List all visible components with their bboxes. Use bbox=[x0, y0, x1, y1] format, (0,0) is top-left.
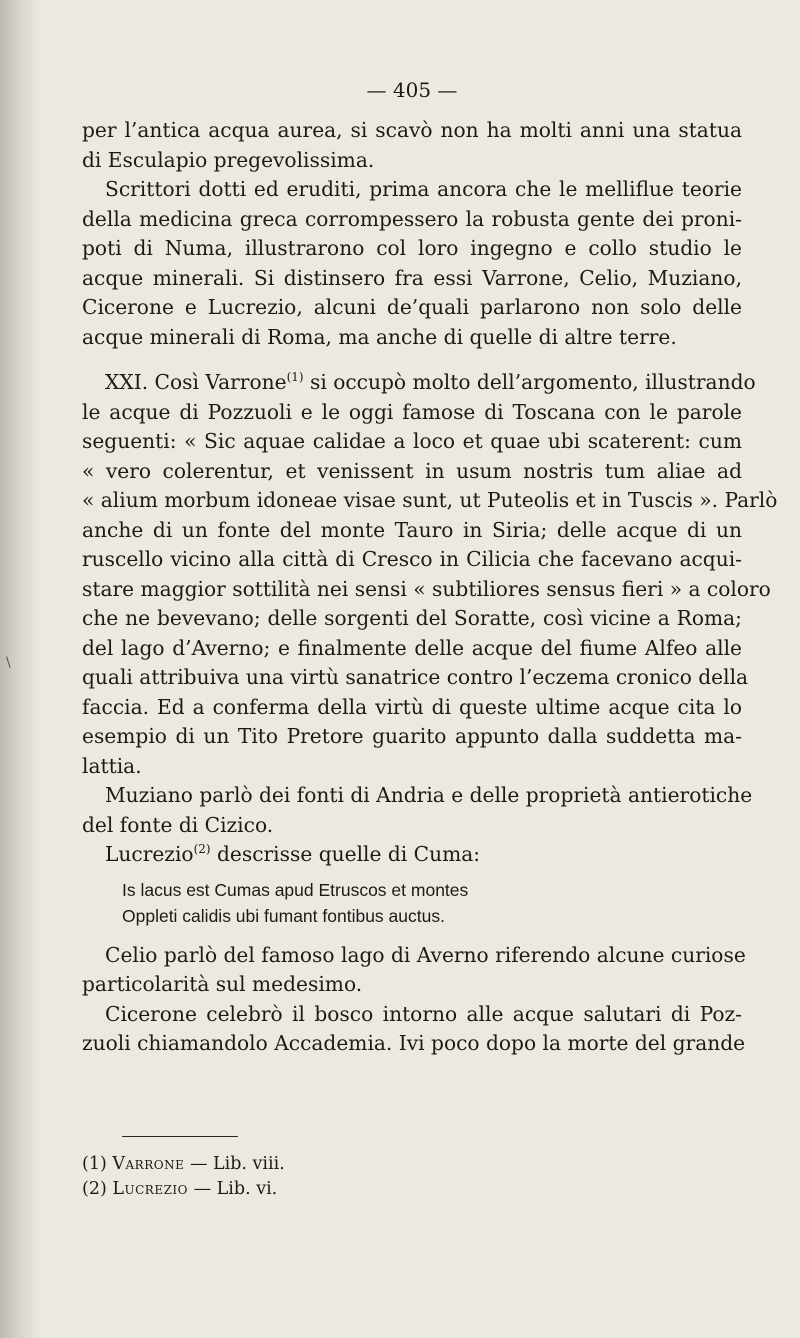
footnote-divider bbox=[122, 1136, 238, 1137]
text-line: « vero colerentur, et venissent in usum nostris tum aliae ad bbox=[82, 458, 742, 483]
text-line: del fonte di Cizico. bbox=[82, 812, 274, 837]
text-line: zuoli chiamandolo Accademia. Ivi poco dopo la morte del grande bbox=[82, 1031, 746, 1055]
text-line: le acque di Pozzuoli e le oggi famose di Toscana con le parole bbox=[82, 399, 742, 424]
text-line: Celio parlò del famoso lago di Averno riferendo alcune curiose bbox=[105, 942, 746, 967]
text-line: quali attribuiva una virtù sanatrice contro l’eczema cronico della bbox=[82, 665, 749, 689]
text-line: Cicerone celebrò il bosco intorno alle acque salutari di Poz- bbox=[105, 1001, 742, 1026]
verse-quote bbox=[82, 877, 742, 929]
footnotes bbox=[82, 1152, 582, 1202]
paragraph-6 bbox=[82, 941, 746, 1000]
footnote-number: (2) bbox=[82, 1179, 107, 1199]
text-line: esempio di un Tito Pretore guarito appunto dalla suddetta ma- bbox=[82, 724, 742, 748]
text-segment: Lucrezio bbox=[105, 842, 194, 866]
text-line: Muziano parlò dei fonti di Andria e delle proprietà antierotiche bbox=[105, 783, 753, 807]
text-line: per l’antica acqua aurea, si scavò non ha molti anni una statua bbox=[82, 118, 742, 142]
footnote-author: Varrone bbox=[112, 1154, 185, 1174]
footnote-number: (1) bbox=[82, 1154, 107, 1174]
text-line: stare maggior sottilità nei sensi « subtiliores sensus fieri » a coloro bbox=[82, 576, 771, 601]
text-segment: si occupò molto dell’argomento, illustrando bbox=[303, 370, 756, 394]
text-segment: XXI. Così Varrone bbox=[105, 370, 287, 394]
verse-line: Oppleti calidis ubi fumant fontibus auctus. bbox=[122, 905, 445, 926]
paragraph-1 bbox=[82, 116, 742, 175]
text-line: Scrittori dotti ed eruditi, prima ancora che le melliflue teorie bbox=[105, 177, 742, 201]
text-line: « alium morbum idoneae visae sunt, ut Puteolis et in Tuscis ». Parlò bbox=[82, 488, 778, 512]
footnote-1 bbox=[82, 1152, 582, 1177]
footnote-reference: — Lib. vi. bbox=[193, 1179, 278, 1199]
text-segment: descrisse quelle di Cuma: bbox=[210, 842, 481, 866]
text-line: anche di un fonte del monte Tauro in Siria; delle acque di un bbox=[82, 517, 742, 542]
text-line: acque minerali di Roma, ma anche di quelle di altre terre. bbox=[82, 324, 677, 349]
text-line: che ne bevevano; delle sorgenti del Soratte, così vicine a Roma; bbox=[82, 606, 742, 630]
text-line bbox=[82, 840, 742, 870]
text-line: della medicina greca corrompessero la robusta gente dei proni- bbox=[82, 206, 742, 231]
margin-mark: \ bbox=[6, 655, 11, 671]
text-line: acque minerali. Si distinsero fra essi Varrone, Celio, Muziano, bbox=[82, 265, 742, 290]
text-line: faccia. Ed a conferma della virtù di queste ultime acque cita lo bbox=[82, 694, 742, 719]
page-number: — 405 — bbox=[366, 78, 458, 102]
footnote-2 bbox=[82, 1177, 582, 1202]
text-line: poti di Numa, illustrarono col loro ingegno e collo studio le bbox=[82, 236, 742, 260]
footnote-ref-2: (2) bbox=[193, 842, 211, 856]
paragraph-3 bbox=[82, 368, 778, 781]
text-line: particolarità sul medesimo. bbox=[82, 972, 363, 996]
body-text bbox=[82, 116, 778, 1059]
text-line: Cicerone e Lucrezio, alcuni de’quali parlarono non solo delle bbox=[82, 295, 742, 319]
text-line: del lago d’Averno; e finalmente delle acque del fiume Alfeo alle bbox=[82, 635, 742, 660]
footnote-reference: — Lib. viii. bbox=[189, 1154, 285, 1174]
text-line bbox=[82, 368, 756, 398]
verse-line: Is lacus est Cumas apud Etruscos et montes bbox=[122, 879, 469, 900]
paragraph-7 bbox=[82, 1000, 746, 1059]
text-line: seguenti: « Sic aquae calidae a loco et quae ubi scaterent: cum bbox=[82, 429, 742, 453]
paragraph-5 bbox=[82, 840, 742, 870]
footnote-ref-1: (1) bbox=[286, 370, 304, 384]
text-line: ruscello vicino alla città di Cresco in Cilicia che facevano acqui- bbox=[82, 547, 742, 571]
footnote-author: Lucrezio bbox=[112, 1179, 189, 1199]
paragraph-4 bbox=[82, 781, 753, 840]
text-line: di Esculapio pregevolissima. bbox=[82, 147, 375, 172]
text-line: lattia. bbox=[82, 753, 142, 778]
paragraph-2 bbox=[82, 175, 742, 352]
